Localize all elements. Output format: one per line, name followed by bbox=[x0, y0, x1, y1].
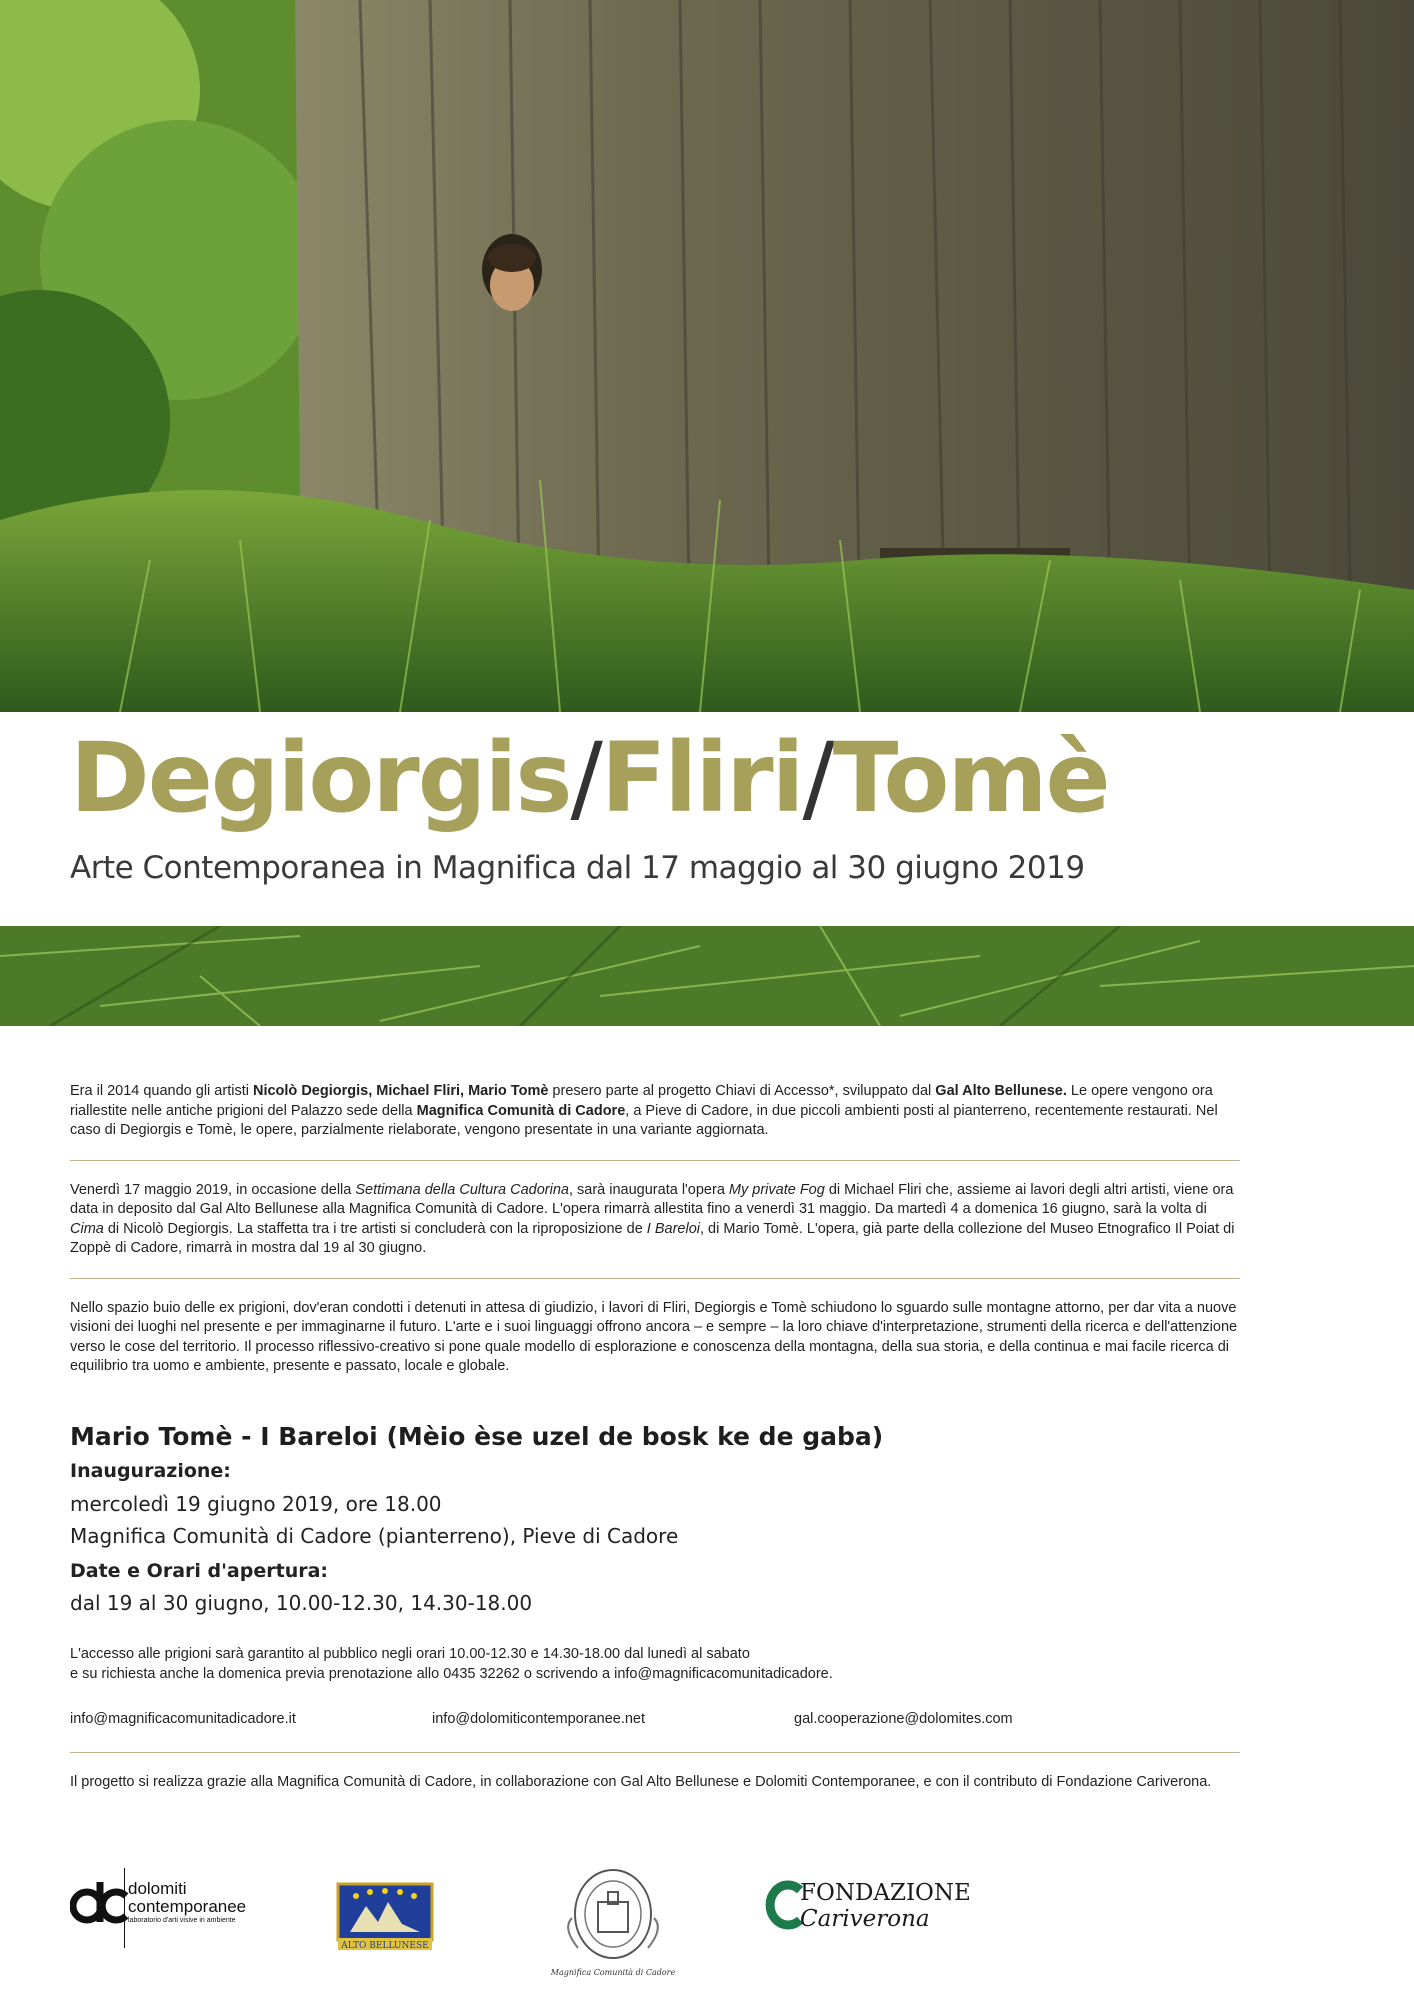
dolomiti-contemporanee-logo bbox=[70, 1868, 250, 1948]
title-separator: / bbox=[570, 722, 601, 834]
hero-photo bbox=[0, 0, 1414, 712]
fondazione-icon bbox=[764, 1880, 804, 1930]
artwork-title: I Bareloi bbox=[646, 1220, 700, 1237]
contact-email-gal[interactable]: gal.cooperazione@dolomites.com bbox=[794, 1711, 1013, 1727]
page-title bbox=[70, 722, 1370, 834]
inauguration-date: mercoledì 19 giugno 2019, ore 18.00 bbox=[70, 1491, 442, 1516]
text-run: di Nicolò Degiorgis. La staffetta tra i tre artisti si concluderà con la riproposizione de bbox=[103, 1220, 647, 1237]
magnifica-name: Magnifica Comunità di Cadore bbox=[416, 1102, 626, 1119]
text-run: , a Pieve di Cadore, in due piccoli ambienti posti al pianterreno, recentemente restaurati. Nel caso di Degiorgis e Tomè, le opere, parzialmente rielaborate, vengono presentate in una variante aggiornata. bbox=[70, 1102, 1218, 1138]
page-subtitle: Arte Contemporanea in Magnifica dal 17 maggio al 30 giugno 2019 bbox=[70, 850, 1085, 886]
text-run: , di Mario Tomè. L'opera, già parte della collezione del Museo Etnografico Il Poiat di Zoppè di Cadore, rimarrà in mostra dal 19 al 30 giugno. bbox=[70, 1220, 1235, 1256]
artists-names: Nicolò Degiorgis, Michael Fliri, Mario Tomè bbox=[252, 1083, 549, 1099]
opening-hours: dal 19 al 30 giugno, 10.00-12.30, 14.30-18.00 bbox=[70, 1591, 533, 1615]
contemporanee-word: contemporanee bbox=[128, 1897, 247, 1916]
text-run: Venerdì 17 maggio 2019, in occasione della bbox=[70, 1181, 356, 1198]
access-line: L'accesso alle prigioni sarà garantito al pubblico negli orari 10.00-12.30 e 14.30-18.00 dal lunedì al sabato bbox=[70, 1646, 750, 1662]
divider bbox=[70, 1160, 1240, 1161]
dolomiti-wordmark bbox=[128, 1880, 246, 1926]
fondazione-wordmark bbox=[800, 1880, 971, 1932]
credits-text: Il progetto si realizza grazie alla Magnifica Comunità di Cadore, in collaborazione con Gal Alto Bellunese e Dolomiti Contemporanee, e con il contributo di Fondazione Cariverona. bbox=[70, 1773, 1212, 1790]
grass-band-art bbox=[0, 926, 1414, 1026]
contacts-row bbox=[70, 1710, 1240, 1730]
magnifica-caption: Magnifica Comunità di Cadore bbox=[550, 1968, 676, 1977]
artwork-title: Cima bbox=[70, 1220, 104, 1237]
fondazione-cariverona-logo bbox=[764, 1880, 971, 1940]
dolomiti-word: dolomiti bbox=[128, 1879, 187, 1898]
dc-icon bbox=[70, 1876, 130, 1936]
hero-photo-art bbox=[0, 0, 1414, 712]
dolomiti-tagline: laboratorio d'arti visive in ambiente bbox=[128, 1917, 236, 1924]
magnifica-comunita-logo bbox=[548, 1868, 678, 1978]
inauguration-place: Magnifica Comunità di Cadore (pianterreno), Pieve di Cadore bbox=[70, 1523, 679, 1548]
access-line: e su richiesta anche la domenica previa prenotazione allo 0435 32262 o scrivendo a info@magnificacomunitadicadore. bbox=[70, 1665, 833, 1682]
intro-paragraph bbox=[70, 1082, 1240, 1141]
contact-email-dolomiti[interactable]: info@dolomiticontemporanee.net bbox=[432, 1711, 646, 1727]
concept-paragraph: Nello spazio buio delle ex prigioni, dov'eran condotti i detenuti in attesa di giudizio, i lavori di Fliri, Degiorgis e Tomè schiudono lo sguardo sulle montagne attorno, per dar vita a nuove visioni dei luoghi nel presente e per immaginarne il futuro. L'arte e i suoi linguaggi offrono ancora – e sempre – la loro chiave d'interpretazione, strumenti della ricerca e dell'attenzione verso le cose del territorio. Il processo riflessivo-creativo si pone quale modello di esplorazione e conoscenza della montagna, della sua storia, e della continua e mai facile ricerca di equilibrio tra uomo e ambiente, presente e passato, locale e globale. bbox=[70, 1299, 1238, 1374]
schedule-paragraph bbox=[70, 1181, 1240, 1259]
cariverona-word: Cariverona bbox=[800, 1906, 930, 1932]
divider bbox=[70, 1278, 1240, 1279]
artwork-title: My private Fog bbox=[728, 1181, 825, 1198]
gal-emblem bbox=[336, 1882, 434, 1952]
event-title: Settimana della Cultura Cadorina bbox=[355, 1181, 569, 1198]
contact-email-magnifica[interactable]: info@magnificacomunitadicadore.it bbox=[70, 1711, 296, 1727]
grass-band-photo bbox=[0, 926, 1414, 1026]
opening-hours-label: Date e Orari d'apertura: bbox=[70, 1559, 329, 1582]
divider bbox=[70, 1752, 1240, 1753]
gal-alto-bellunese-logo bbox=[336, 1882, 434, 1952]
text-run: di Michael Fliri che, assieme ai lavori degli altri artisti, viene ora data in deposito dal Gal Alto Bellunese alla Magnifica Comunità di Cadore. L'opera rimarrà allestita fino a venerdì 31 maggio. Da martedì 4 a domenica 16 giugno, sarà la volta di bbox=[70, 1181, 1234, 1217]
title-name-tome: Tomè bbox=[832, 722, 1109, 834]
text-run: , sarà inaugurata l'opera bbox=[568, 1181, 729, 1198]
title-name-fliri: Fliri bbox=[600, 722, 803, 834]
text-run: Le opere vengono ora riallestite nelle antiche prigioni del Palazzo sede della bbox=[70, 1083, 1213, 1119]
main-content bbox=[70, 1082, 1240, 1792]
text-run: Era il 2014 quando gli artisti bbox=[70, 1083, 253, 1099]
inauguration-label: Inaugurazione: bbox=[70, 1460, 231, 1482]
magnifica-seal bbox=[548, 1868, 678, 1963]
gal-logo-text: ALTO BELLUNESE bbox=[341, 1941, 429, 1951]
title-block bbox=[70, 722, 1370, 886]
fondazione-word: FONDAZIONE bbox=[800, 1880, 971, 1906]
sponsor-logos bbox=[70, 1868, 1270, 1978]
event-heading: Mario Tomè - I Bareloi (Mèio èse uzel de bosk ke de gaba) bbox=[70, 1421, 884, 1451]
title-separator: / bbox=[802, 722, 833, 834]
gal-name: Gal Alto Bellunese. bbox=[935, 1083, 1067, 1099]
title-name-degiorgis: Degiorgis bbox=[70, 722, 571, 834]
logo-divider bbox=[124, 1868, 125, 1948]
text-run: presero parte al progetto Chiavi di Accesso*, sviluppato dal bbox=[548, 1083, 936, 1099]
